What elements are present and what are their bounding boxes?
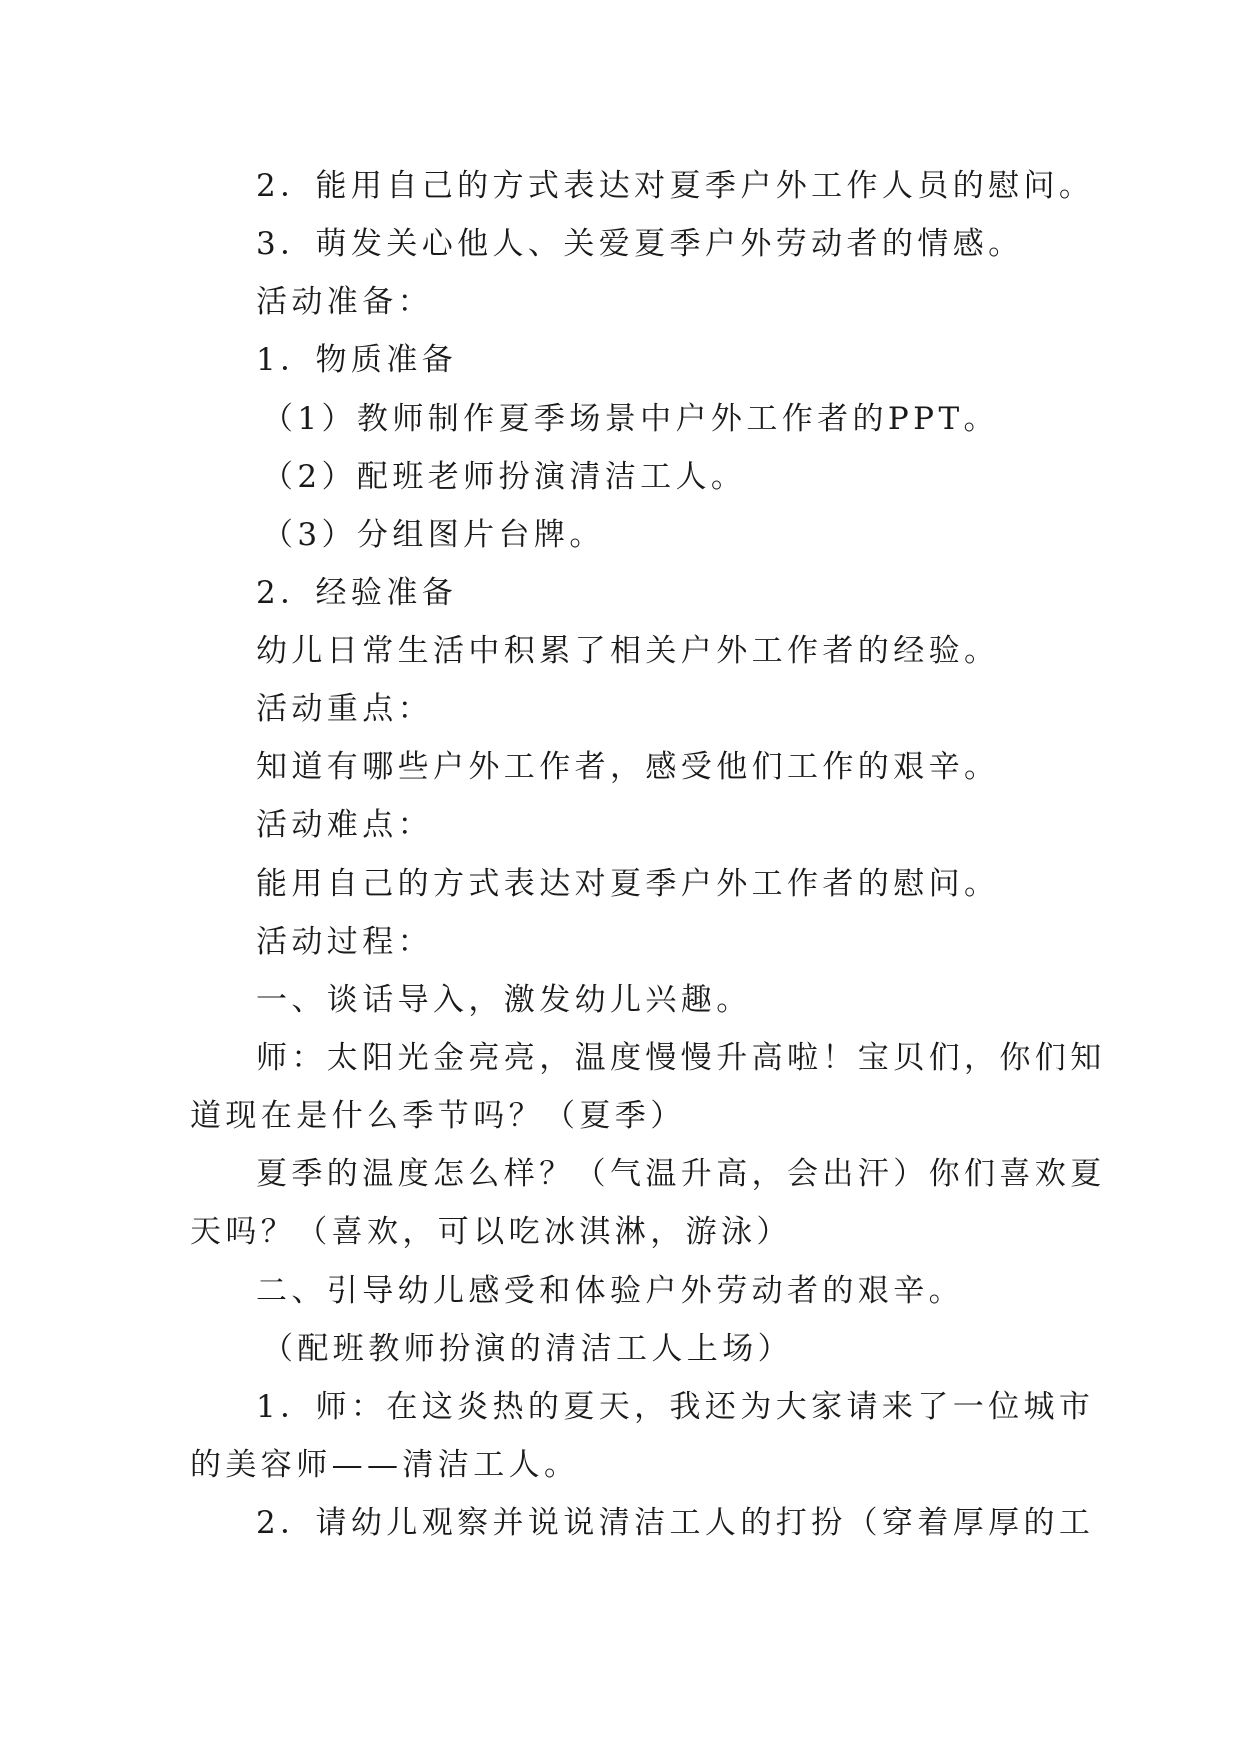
text-line: 3．萌发关心他人、关爱夏季户外劳动者的情感。 — [256, 226, 1024, 262]
text-line: 师：太阳光金亮亮，温度慢慢升高啦！宝贝们，你们知 — [256, 1040, 1106, 1076]
text-line: （3）分组图片台牌。 — [262, 517, 605, 553]
text-line: 幼儿日常生活中积累了相关户外工作者的经验。 — [256, 633, 1000, 669]
section-heading: 活动难点： — [256, 807, 433, 843]
text-line: （2）配班老师扮演清洁工人。 — [262, 459, 747, 495]
text-line: （1）教师制作夏季场景中户外工作者的PPT。 — [262, 401, 999, 437]
text-line: 能用自己的方式表达对夏季户外工作者的慰问。 — [256, 866, 1000, 902]
text-line: 二、引导幼儿感受和体验户外劳动者的艰辛。 — [256, 1273, 964, 1309]
text-line: 夏季的温度怎么样？（气温升高，会出汗）你们喜欢夏 — [256, 1156, 1106, 1192]
text-line: 天吗？（喜欢，可以吃冰淇淋，游泳） — [190, 1214, 792, 1250]
text-line: 2．经验准备 — [256, 575, 458, 611]
text-line: 1．物质准备 — [256, 342, 458, 378]
text-line: 2．能用自己的方式表达对夏季户外工作人员的慰问。 — [256, 168, 1095, 204]
section-heading: 活动准备： — [256, 284, 433, 320]
text-line: 一、谈话导入，激发幼儿兴趣。 — [256, 982, 752, 1018]
section-heading: 活动重点： — [256, 691, 433, 727]
text-line: （配班教师扮演的清洁工人上场） — [262, 1331, 793, 1367]
section-heading: 活动过程： — [256, 924, 433, 960]
text-line: 知道有哪些户外工作者，感受他们工作的艰辛。 — [256, 749, 1000, 785]
text-line: 道现在是什么季节吗？（夏季） — [190, 1098, 686, 1134]
text-line: 1．师：在这炎热的夏天，我还为大家请来了一位城市 — [256, 1389, 1095, 1425]
text-line: 的美容师——清洁工人。 — [190, 1447, 580, 1483]
text-line: 2．请幼儿观察并说说清洁工人的打扮（穿着厚厚的工 — [256, 1505, 1095, 1541]
